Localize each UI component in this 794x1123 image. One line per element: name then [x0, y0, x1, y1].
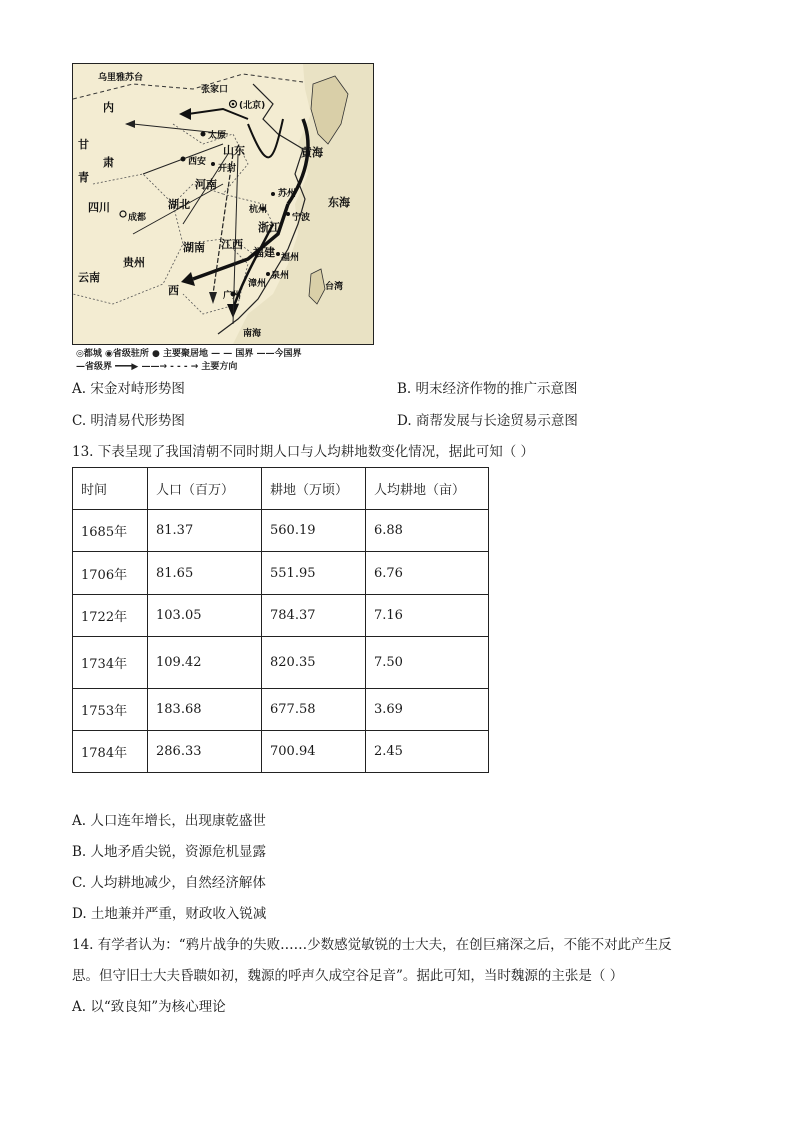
city-marker-taiyuan: [201, 132, 206, 137]
q14-option-a: A. 以“致良知”为核心理论: [72, 999, 226, 1015]
q13-stem: 13. 下表呈现了我国清朝不同时期人口与人均耕地数变化情况，据此可知（ ）: [72, 444, 535, 460]
map-label-guizhou: 贵州: [123, 256, 145, 269]
table-cell: 3.69: [366, 689, 489, 731]
map-label-guangzhou: 广州: [223, 291, 242, 301]
table-cell: 1784年: [73, 731, 148, 773]
table-cell: 1753年: [73, 689, 148, 731]
table-cell: 7.16: [366, 595, 489, 637]
table-cell: 6.88: [366, 510, 489, 552]
table-row: [73, 595, 489, 637]
map-label-nanhai: 南海: [243, 329, 262, 339]
table-cell: 81.65: [148, 552, 262, 595]
table-cell: 560.19: [262, 510, 366, 552]
arrow-head-3: [179, 108, 191, 120]
table-cell: 81.37: [148, 510, 262, 552]
map-label-beijing: (北京): [239, 101, 266, 111]
table-cell: 6.76: [366, 552, 489, 595]
map-label-hubei: 湖北: [168, 198, 190, 211]
table-header-cell: 耕地（万顷）: [262, 468, 366, 510]
q12-option-c: C. 明清易代形势图: [72, 413, 185, 429]
map-legend-line-2: —省级界 ━━━▶ ——→ - - - → 主要方向: [76, 362, 238, 372]
q13-option-c: C. 人均耕地减少，自然经济解体: [72, 875, 266, 891]
city-marker-fuzhou: [276, 252, 280, 256]
map-label-xian: 西安: [188, 157, 207, 167]
map-label-jiangxi: 江西: [221, 238, 243, 251]
table-cell: 551.95: [262, 552, 366, 595]
table-cell: 109.42: [148, 637, 262, 689]
map-label-henan: 河南: [195, 178, 217, 191]
map-label-taiyuan: 太原: [208, 131, 227, 141]
map-legend-line-1: ◎都城 ◉省级驻所 ● 主要聚居地 — — 国界 ——今国界: [76, 349, 302, 359]
map-label-kaifeng: 开封: [218, 164, 237, 174]
map-label-quanzhou: 泉州: [271, 271, 290, 281]
table-cell: 1685年: [73, 510, 148, 552]
city-marker-xian: [181, 157, 186, 162]
q12-option-a: A. 宋金对峙形势图: [72, 381, 185, 397]
map-label-hunan: 湖南: [183, 241, 205, 254]
map-label-hangzhou: 杭州: [249, 205, 268, 215]
table-cell: 677.58: [262, 689, 366, 731]
map-label-zhangzhou: 漳州: [248, 279, 267, 289]
map-label-ningbo: 宁波: [292, 213, 311, 223]
table-row: [73, 510, 489, 552]
table-row: [73, 552, 489, 595]
map-label-huanghai: 黄海: [301, 146, 323, 159]
table-cell: 1706年: [73, 552, 148, 595]
q13-option-a: A. 人口连年增长，出现康乾盛世: [72, 813, 266, 829]
city-marker-suzhou: [271, 192, 275, 196]
map-label-zhejiang: 浙江: [258, 221, 280, 234]
arrow-path-5: [248, 119, 283, 157]
arrow-head-1: [181, 272, 195, 286]
map-label-fujian: 福建: [253, 246, 275, 259]
city-marker-quanzhou: [266, 272, 270, 276]
dashed-arrow-1: [213, 154, 233, 294]
dashed-arrow-head: [209, 292, 217, 304]
q14-stem-line-2: 思。但守旧士大夫昏聩如初，魏源的呼声久成空谷足音”。据此可知，当时魏源的主张是（ ）: [72, 968, 624, 984]
table-cell: 2.45: [366, 731, 489, 773]
map-label-suzhou: 苏州: [278, 189, 297, 199]
historical-map: [72, 63, 374, 345]
table-row: [73, 689, 489, 731]
map-label-gan: 甘: [78, 138, 89, 151]
table-cell: 103.05: [148, 595, 262, 637]
map-label-zhangjiakou: 张家口: [201, 85, 229, 95]
city-marker-chengdu: [120, 211, 126, 217]
q14-stem-line-1: 14. 有学者认为：“鸦片战争的失败……少数感觉敏锐的士大夫，在创巨痛深之后，不能不对此产生反: [72, 937, 672, 953]
q13-option-b: B. 人地矛盾尖锐，资源危机显露: [72, 844, 267, 860]
map-label-fuzhou: 福州: [281, 253, 300, 263]
map-label-yunnan: 云南: [78, 271, 100, 284]
table-cell: 7.50: [366, 637, 489, 689]
q13-option-d: D. 土地兼并严重，财政收入锐减: [72, 906, 267, 922]
table-header-cell: 时间: [73, 468, 148, 510]
table-header-cell: 人口（百万）: [148, 468, 262, 510]
table-cell: 784.37: [262, 595, 366, 637]
map-label-taiwan: 台湾: [325, 282, 344, 292]
table-header-row: [73, 468, 489, 510]
city-marker-kaifeng: [211, 162, 215, 166]
table-cell: 286.33: [148, 731, 262, 773]
table-header-cell: 人均耕地（亩）: [366, 468, 489, 510]
map-label-sichuan: 四川: [88, 201, 110, 214]
table-cell: 1722年: [73, 595, 148, 637]
population-table: [72, 467, 489, 773]
thin-arrow-head-1: [125, 120, 135, 128]
table-row: [73, 637, 489, 689]
map-label-su: 肃: [103, 156, 114, 169]
map-label-mongolia: 乌里雅苏台: [98, 73, 144, 83]
table-cell: 1734年: [73, 637, 148, 689]
map-label-chengdu: 成都: [128, 213, 147, 223]
map-label-nei: 内: [103, 101, 114, 114]
map-label-shandong: 山东: [223, 144, 245, 157]
city-marker-ningbo: [286, 212, 290, 216]
map-label-qing: 青: [78, 171, 89, 184]
table-cell: 183.68: [148, 689, 262, 731]
table-cell: 700.94: [262, 731, 366, 773]
map-label-guangxi: 西: [168, 284, 179, 297]
table-row: [73, 731, 489, 773]
q12-option-b: B. 明末经济作物的推广示意图: [397, 381, 578, 397]
map-label-donghai: 东海: [328, 196, 350, 209]
table-cell: 820.35: [262, 637, 366, 689]
q12-option-d: D. 商帮发展与长途贸易示意图: [397, 413, 578, 429]
